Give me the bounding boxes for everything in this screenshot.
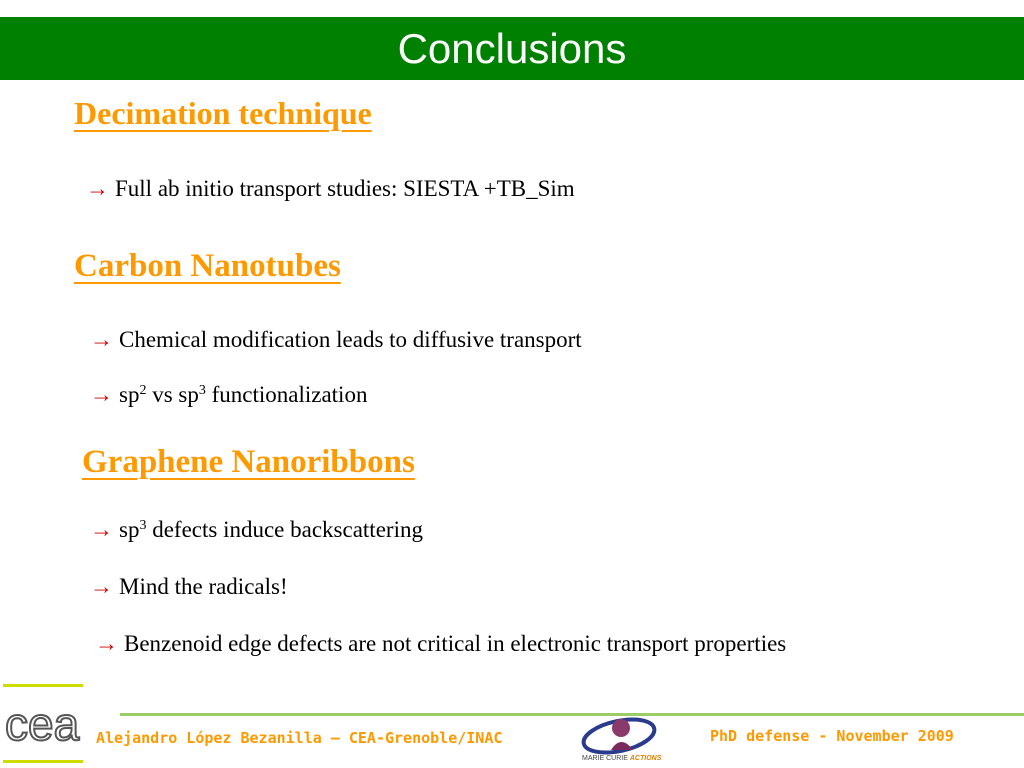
bullet-nanoribbons-3 <box>95 631 786 657</box>
marie-curie-caption <box>582 755 661 762</box>
bullet-nanotubes-1 <box>90 327 582 353</box>
footer-event: PhD defense - November 2009 <box>710 727 954 745</box>
arrow-icon: → <box>90 517 113 542</box>
bullet-nanotubes-2 <box>90 382 367 408</box>
arrow-icon: → <box>86 176 109 201</box>
arrow-icon: → <box>95 631 118 656</box>
title-bar <box>0 17 1024 80</box>
bullet-text-part: vs sp <box>146 382 199 407</box>
bullet-text: Mind the radicals! <box>119 574 288 599</box>
arrow-icon: → <box>90 574 113 599</box>
superscript: 3 <box>139 518 147 533</box>
section-heading-graphene-nanoribbons: Graphene Nanoribbons <box>82 444 415 480</box>
section-heading-decimation: Decimation technique <box>74 95 372 131</box>
cea-logo-text: cea <box>5 700 80 750</box>
bullet-text-part: functionalization <box>205 382 368 407</box>
footer-accent-line-bottom <box>3 760 83 763</box>
bullet-text-part: sp <box>119 517 140 542</box>
slide-title: Conclusions <box>397 25 627 72</box>
bullet-text: Full ab initio transport studies: SIESTA +TB_Sim <box>115 176 575 201</box>
section-heading-carbon-nanotubes: Carbon Nanotubes <box>74 248 341 284</box>
footer-author: Alejandro López Bezanilla – CEA-Grenoble/INAC <box>96 729 503 747</box>
bullet-text: Chemical modification leads to diffusive transport <box>119 327 582 352</box>
mc-caption-b: ACTIONS <box>629 755 662 762</box>
bullet-text-part: defects induce backscattering <box>146 517 423 542</box>
footer-accent-line-top <box>3 684 83 687</box>
arrow-icon: → <box>90 382 113 407</box>
mc-caption-a: MARIE CURIE <box>582 755 628 762</box>
footer-rule <box>120 713 1024 716</box>
cea-logo <box>3 700 85 750</box>
bullet-text: Benzenoid edge defects are not critical in electronic transport properties <box>124 631 787 656</box>
bullet-nanoribbons-2 <box>90 574 288 600</box>
arrow-icon: → <box>90 327 113 352</box>
superscript: 2 <box>139 383 147 398</box>
bullet-text-part: sp <box>119 382 140 407</box>
bullet-nanoribbons-1 <box>90 517 423 543</box>
bullet-decimation-1 <box>86 176 575 202</box>
superscript: 3 <box>198 383 206 398</box>
